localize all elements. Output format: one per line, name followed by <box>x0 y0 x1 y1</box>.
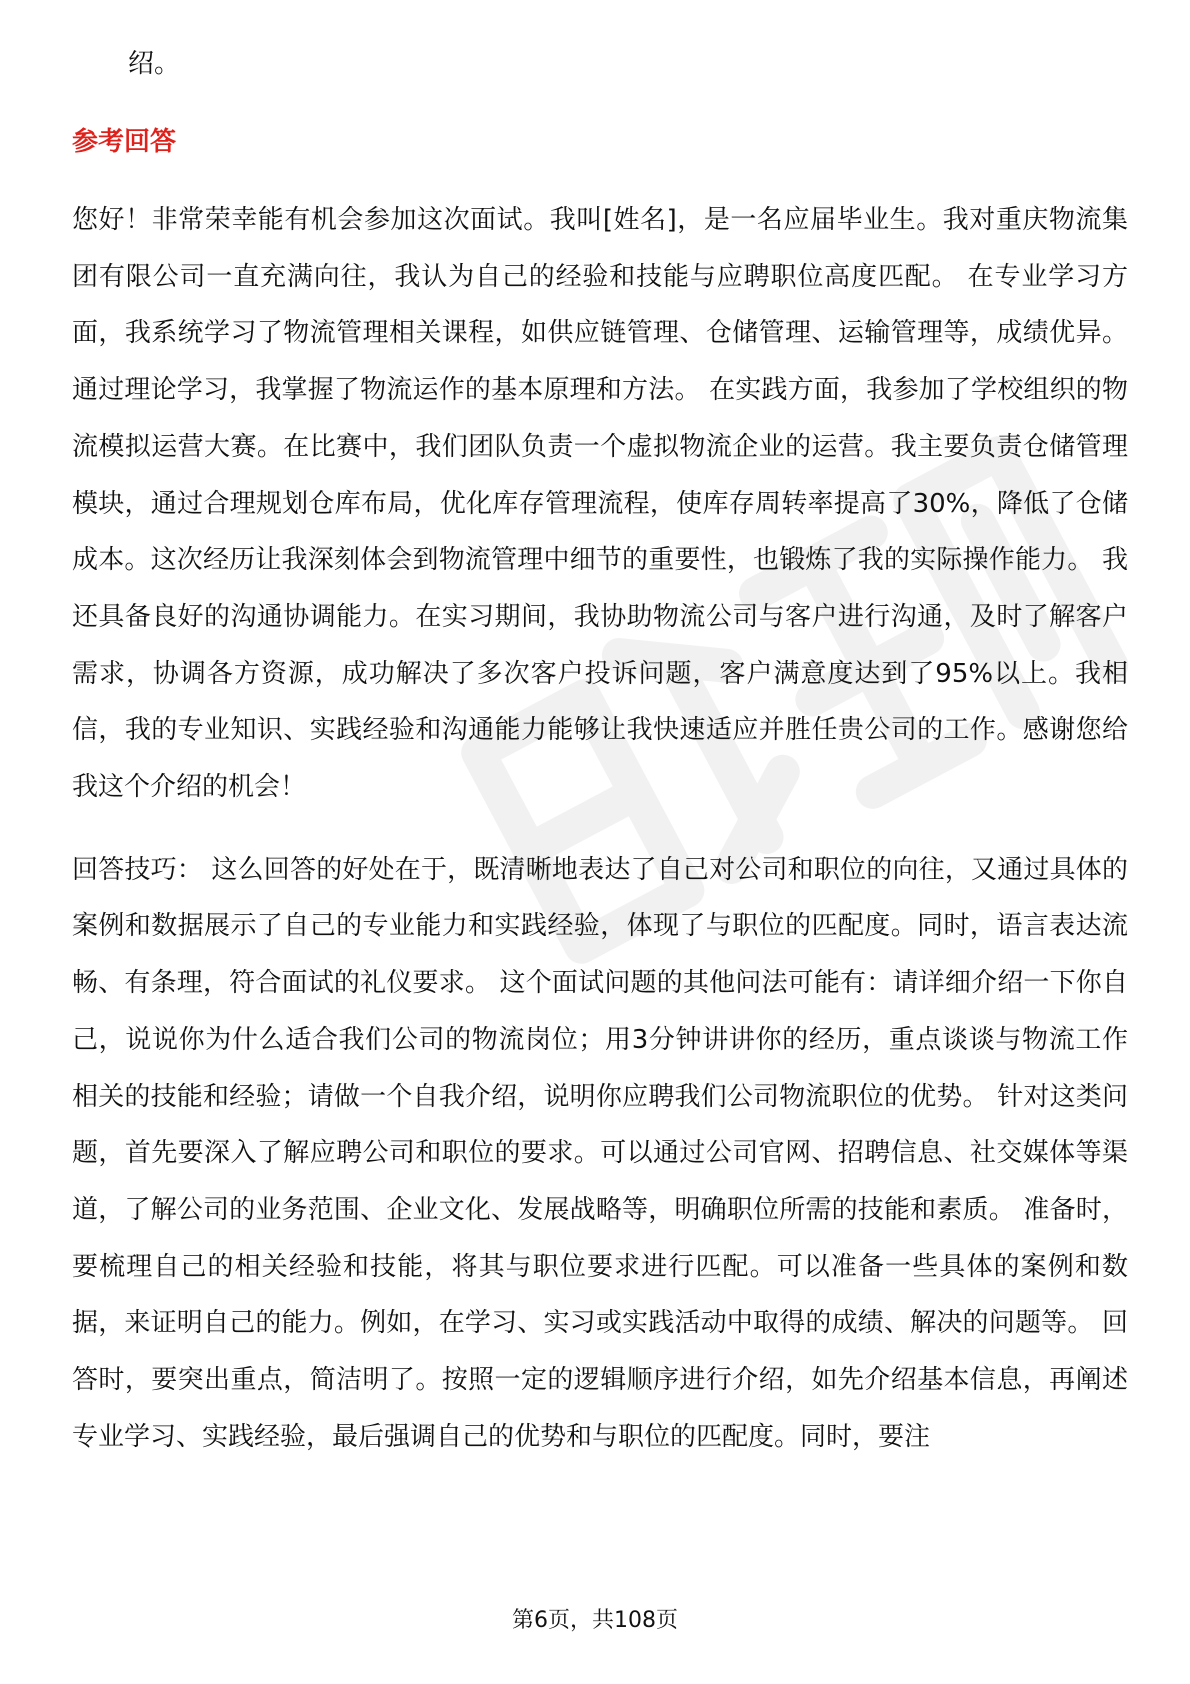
page-number-footer: 第6页，共108页 <box>512 1608 678 1633</box>
tips-paragraph: 回答技巧： 这么回答的好处在于，既清晰地表达了自己对公司和职位的向往，又通过具体的案例和数据展示了自己的专业能力和实践经验，体现了与职位的匹配度。同时，语言表达流畅、有条理，符合面试的礼仪要求。 这个面试问题的其他问法可能有：请详细介绍一下你自己，说说你为什么适合我们公司的物流岗位；用3分钟讲讲你的经历，重点谈谈与物流工作相关的技能和经验；请做一个自我介绍，说明你应聘我们公司物流职位的优势。 针对这类问题，首先要深入了解应聘公司和职位的要求。可以通过公司官网、招聘信息、社交媒体等渠道，了解公司的业务范围、企业文化、发展战略等，明确职位所需的技能和素质。 准备时，要梳理自己的相关经验和技能，将其与职位要求进行匹配。可以准备一些具体的案例和数据，来证明自己的能力。例如，在学习、实习或实践活动中取得的成绩、解决的问题等。 回答时，要突出重点，简洁明了。按照一定的逻辑顺序进行介绍，如先介绍基本信息，再阐述专业学习、实践经验，最后强调自己的优势和与职位的匹配度。同时，要注 <box>72 854 1128 1452</box>
paragraph-spacer <box>72 816 1128 842</box>
document-page <box>72 44 1128 1465</box>
answer-paragraph: 您好！非常荣幸能有机会参加这次面试。我叫[姓名]，是一名应届毕业生。我对重庆物流集团有限公司一直充满向往，我认为自己的经验和技能与应聘职位高度匹配。 在专业学习方面，我系统学习了物流管理相关课程，如供应链管理、仓储管理、运输管理等，成绩优异。通过理论学习，我掌握了物流运作的基本原理和方法。 在实践方面，我参加了学校组织的物流模拟运营大赛。在比赛中，我们团队负责一个虚拟物流企业的运营。我主要负责仓储管理模块，通过合理规划仓库布局，优化库存管理流程，使库存周转率提高了30%，降低了仓储成本。这次经历让我深刻体会到物流管理中细节的重要性，也锻炼了我的实际操作能力。 我还具备良好的沟通协调能力。在实习期间，我协助物流公司与客户进行沟通，及时了解客户需求，协调各方资源，成功解决了多次客户投诉问题，客户满意度达到了95%以上。我相信，我的专业知识、实践经验和沟通能力能够让我快速适应并胜任贵公司的工作。感谢您给我这个介绍的机会！ <box>72 205 1128 803</box>
continuation-text: 绍。 <box>128 49 181 79</box>
section-heading-reference-answer: 参考回答 <box>72 127 177 157</box>
